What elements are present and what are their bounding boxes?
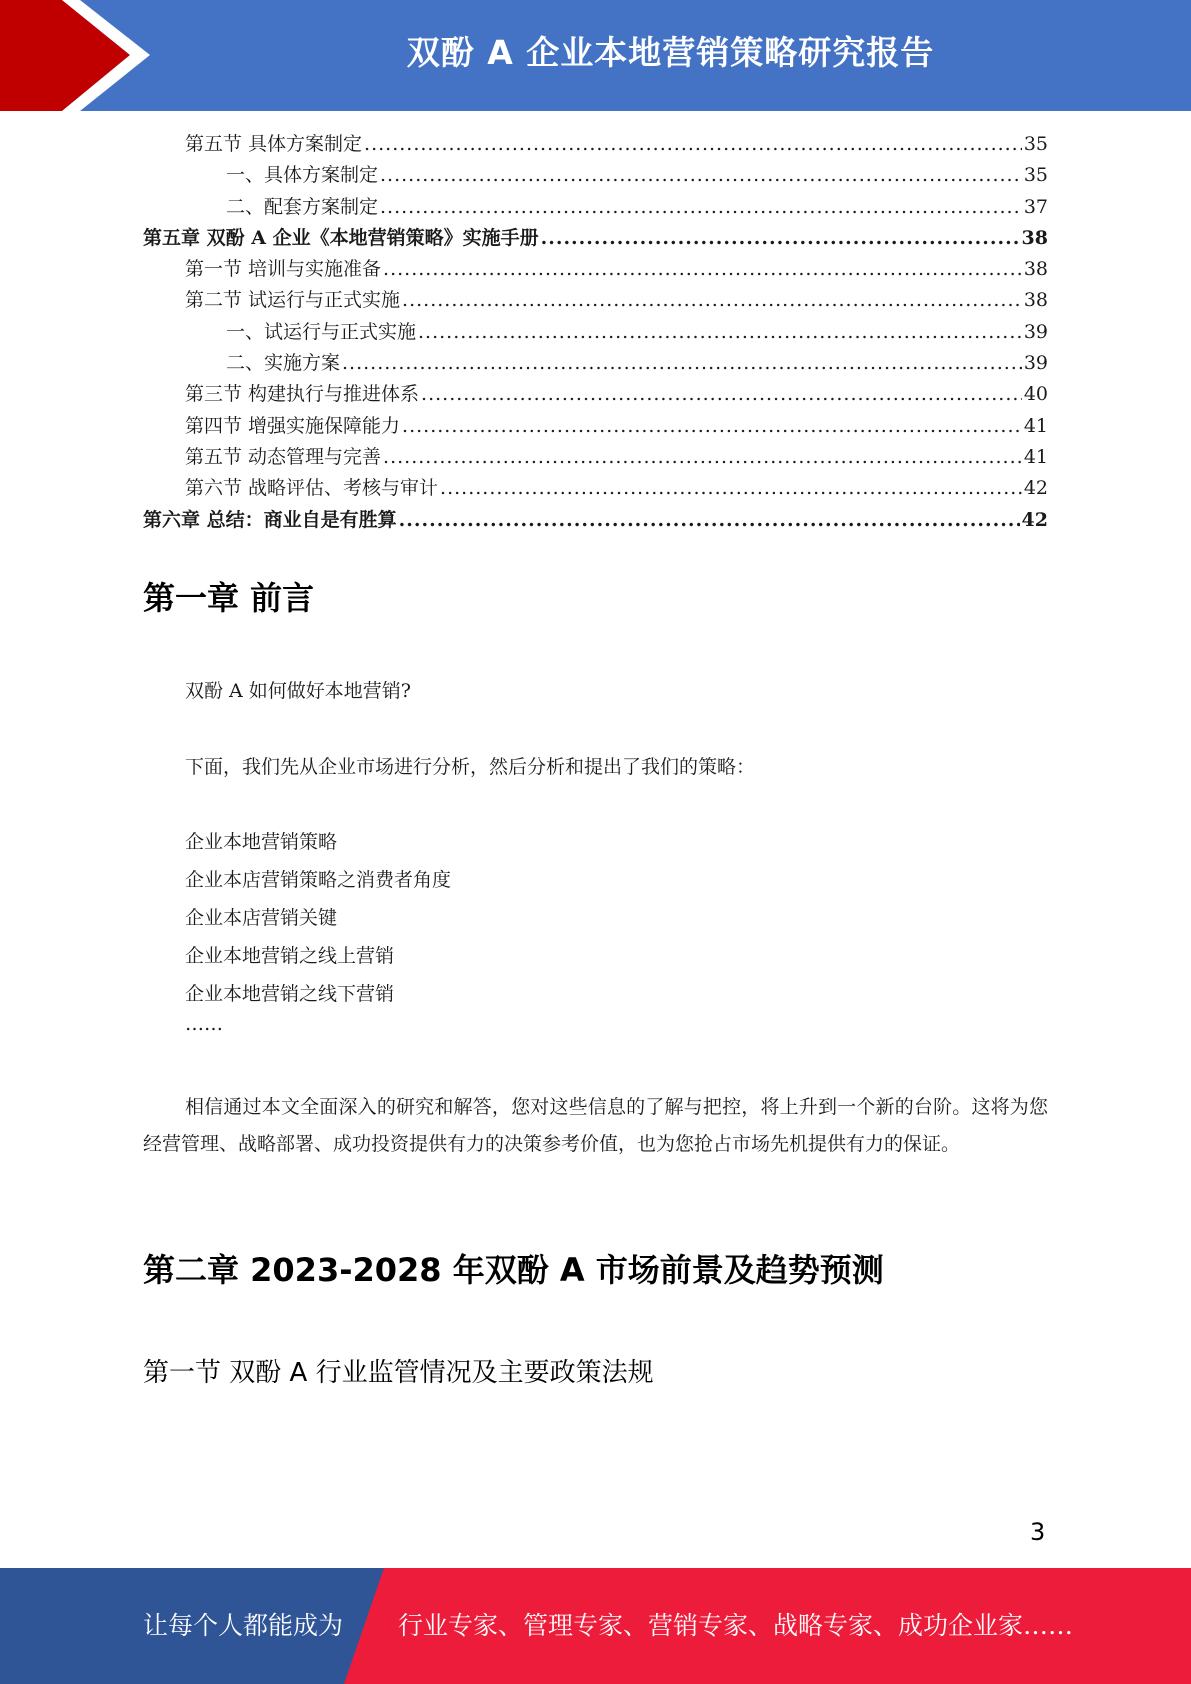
toc-entry-page: 42 <box>1023 477 1048 500</box>
toc-entry-page: 39 <box>1023 352 1048 375</box>
toc-leader-dots <box>421 379 1022 410</box>
toc-entry[interactable] <box>143 192 1048 223</box>
toc-entry-label: 第六节 战略评估、考核与审计 <box>185 477 439 500</box>
header-banner <box>0 0 1191 111</box>
toc-leader-dots <box>383 442 1022 473</box>
toc-entry-page: 38 <box>1023 289 1048 312</box>
footer-slogan-left: 让每个人都能成为 <box>143 1611 344 1640</box>
footer-slogan-right: 行业专家、管理专家、营销专家、战略专家、成功企业家…… <box>398 1611 1074 1640</box>
chapter-2-heading: 第二章 2023-2028 年双酚 A 市场前景及趋势预测 <box>143 1251 884 1289</box>
toc-entry[interactable] <box>143 254 1048 285</box>
toc-entry-page: 38 <box>1023 258 1048 281</box>
toc-entry-page: 37 <box>1023 195 1048 218</box>
toc-entry-page: 35 <box>1023 133 1048 155</box>
toc-entry-label: 第一节 培训与实施准备 <box>185 258 382 281</box>
toc-entry[interactable] <box>143 285 1048 316</box>
toc-leader-dots <box>383 254 1022 285</box>
toc-entry[interactable] <box>143 379 1048 410</box>
toc-leader-dots <box>364 129 1022 160</box>
toc-entry[interactable] <box>143 129 1048 160</box>
toc-entry-label: 第二节 试运行与正式实施 <box>185 289 401 312</box>
strategy-list-item: 企业本地营销之线下营销 <box>185 983 395 1005</box>
toc-entry-label: 二、实施方案 <box>226 352 341 375</box>
chapter-1-heading: 第一章 前言 <box>143 579 315 617</box>
toc-entry-page: 38 <box>1021 226 1048 249</box>
chapter-1-paragraph: 相信通过本文全面深入的研究和解答，您对这些信息的了解与把控，将上升到一个新的台阶。这将为您经营管理、战略部署、成功投资提供有力的决策参考价值，也为您抢占市场先机提供有力的保证。 <box>143 1096 1048 1155</box>
toc-entry[interactable] <box>143 442 1048 473</box>
toc-entry-label: 第五节 动态管理与完善 <box>185 445 382 468</box>
toc-entry[interactable] <box>143 505 1048 536</box>
toc-entry-label: 第五章 双酚 A 企业《本地营销策略》实施手册 <box>143 226 539 249</box>
chapter-1-intro: 下面，我们先从企业市场进行分析，然后分析和提出了我们的策略： <box>185 756 756 778</box>
toc-leader-dots <box>380 192 1022 223</box>
toc-entry[interactable] <box>143 160 1048 191</box>
toc-entry[interactable] <box>143 348 1048 379</box>
header-arrow-decoration <box>0 0 160 111</box>
section-1-heading: 第一节 双酚 A 行业监管情况及主要政策法规 <box>143 1358 654 1388</box>
toc-entry-label: 一、试运行与正式实施 <box>226 320 417 343</box>
strategy-list-item: 企业本店营销策略之消费者角度 <box>185 869 452 891</box>
table-of-contents <box>143 129 1048 536</box>
toc-leader-dots <box>541 223 1020 254</box>
strategy-list-ellipsis: …… <box>185 1013 223 1035</box>
toc-entry[interactable] <box>143 411 1048 442</box>
toc-entry-label: 第六章 总结：商业自是有胜算 <box>143 508 397 531</box>
chapter-1-question: 双酚 A 如何做好本地营销? <box>185 680 411 702</box>
toc-entry-page: 39 <box>1023 320 1048 343</box>
toc-leader-dots <box>380 160 1022 191</box>
strategy-list-item: 企业本地营销策略 <box>185 831 338 853</box>
toc-leader-dots <box>342 348 1022 379</box>
footer-banner <box>0 1568 1191 1684</box>
toc-leader-dots <box>402 411 1022 442</box>
toc-entry-label: 第五节 具体方案制定 <box>185 133 363 155</box>
toc-leader-dots <box>418 317 1022 348</box>
strategy-list-item: 企业本地营销之线上营销 <box>185 945 395 967</box>
toc-entry[interactable] <box>143 317 1048 348</box>
toc-entry[interactable] <box>143 223 1048 254</box>
toc-entry-page: 40 <box>1023 383 1048 406</box>
toc-leader-dots <box>399 505 1020 536</box>
toc-entry-page: 41 <box>1023 445 1048 468</box>
toc-entry-label: 二、配套方案制定 <box>226 195 379 218</box>
toc-entry-page: 41 <box>1023 414 1048 437</box>
toc-entry-label: 一、具体方案制定 <box>226 164 379 187</box>
strategy-list-item: 企业本店营销关键 <box>185 907 338 929</box>
report-title: 双酚 A 企业本地营销策略研究报告 <box>406 33 935 72</box>
toc-entry-page: 42 <box>1021 508 1048 531</box>
toc-leader-dots <box>402 285 1022 316</box>
toc-entry-label: 第四节 增强实施保障能力 <box>185 414 401 437</box>
toc-leader-dots <box>440 473 1022 504</box>
toc-entry-label: 第三节 构建执行与推进体系 <box>185 383 420 406</box>
page-number: 3 <box>1030 1518 1046 1546</box>
toc-entry-page: 35 <box>1023 164 1048 187</box>
toc-entry[interactable] <box>143 473 1048 504</box>
